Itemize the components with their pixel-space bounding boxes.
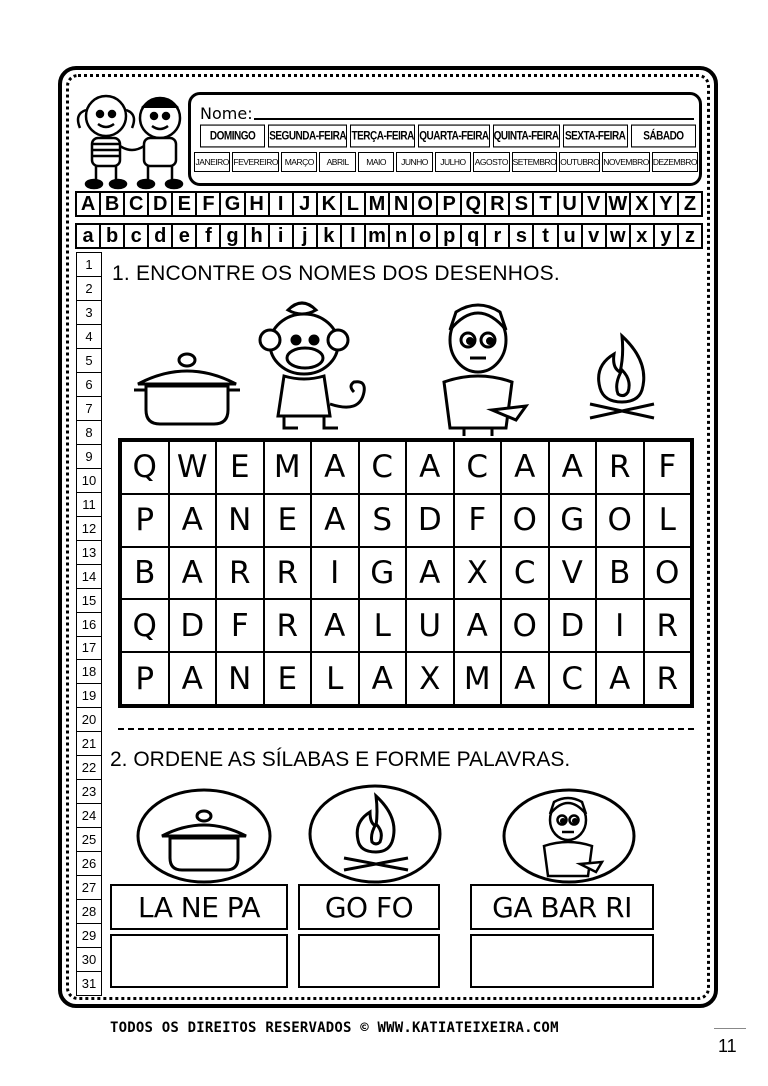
uppercase-letter: U <box>559 193 583 215</box>
line-number: 5 <box>77 349 101 373</box>
page-number-rule <box>714 1028 746 1029</box>
line-number: 16 <box>77 613 101 637</box>
syllables-box-2: GO FO <box>298 884 440 930</box>
grid-cell[interactable]: R <box>264 599 312 652</box>
grid-cell[interactable]: O <box>644 547 692 600</box>
lowercase-letter: s <box>510 225 534 247</box>
uppercase-letter: Y <box>655 193 679 215</box>
answer-box-1[interactable] <box>110 934 288 988</box>
grid-cell[interactable]: M <box>454 652 502 705</box>
line-number: 9 <box>77 445 101 469</box>
line-number: 11 <box>77 493 101 517</box>
month: SETEMBRO <box>512 152 558 172</box>
lowercase-letter: b <box>101 225 125 247</box>
grid-cell[interactable]: R <box>264 547 312 600</box>
uppercase-letter: E <box>173 193 197 215</box>
line-number: 28 <box>77 900 101 924</box>
answer-box-2[interactable] <box>298 934 440 988</box>
grid-cell[interactable]: W <box>169 441 217 494</box>
month: ABRIL <box>319 152 355 172</box>
lowercase-letter: r <box>486 225 510 247</box>
lowercase-letter: f <box>197 225 221 247</box>
grid-cell[interactable]: L <box>359 599 407 652</box>
uppercase-letter: G <box>221 193 245 215</box>
line-number: 3 <box>77 301 101 325</box>
uppercase-letter: H <box>246 193 270 215</box>
month: DEZEMBRO <box>652 152 698 172</box>
line-number: 6 <box>77 373 101 397</box>
lowercase-letter: j <box>294 225 318 247</box>
fire-icon <box>580 330 664 428</box>
uppercase-letter: C <box>125 193 149 215</box>
grid-cell[interactable]: E <box>264 494 312 547</box>
boy-icon <box>502 788 636 884</box>
line-number: 4 <box>77 325 101 349</box>
month: JUNHO <box>396 152 432 172</box>
answer-box-3[interactable] <box>470 934 654 988</box>
lowercase-letter: c <box>125 225 149 247</box>
grid-cell[interactable]: B <box>596 547 644 600</box>
grid-cell[interactable]: A <box>169 547 217 600</box>
grid-cell[interactable]: A <box>406 547 454 600</box>
grid-cell[interactable]: Q <box>121 599 169 652</box>
grid-cell[interactable]: C <box>359 441 407 494</box>
grid-cell[interactable]: D <box>169 599 217 652</box>
uppercase-letter: N <box>390 193 414 215</box>
lowercase-letter: h <box>246 225 270 247</box>
grid-cell[interactable]: B <box>121 547 169 600</box>
lowercase-letter: d <box>149 225 173 247</box>
grid-cell[interactable]: R <box>644 652 692 705</box>
month: FEVEREIRO <box>232 152 279 172</box>
grid-cell[interactable]: A <box>311 494 359 547</box>
line-number: 7 <box>77 397 101 421</box>
weekday: QUINTA-FEIRA <box>493 125 560 148</box>
uppercase-letter: R <box>486 193 510 215</box>
grid-cell[interactable]: A <box>549 441 597 494</box>
uppercase-letter: D <box>149 193 173 215</box>
line-number: 17 <box>77 637 101 661</box>
uppercase-letter: L <box>342 193 366 215</box>
month: JANEIRO <box>194 152 230 172</box>
lowercase-letter: n <box>390 225 414 247</box>
grid-cell[interactable]: O <box>501 599 549 652</box>
lowercase-letter: p <box>438 225 462 247</box>
pot-icon <box>132 346 242 428</box>
line-number: 27 <box>77 876 101 900</box>
weekday: SEGUNDA-FEIRA <box>268 125 347 148</box>
grid-cell[interactable]: P <box>121 494 169 547</box>
uppercase-letter: I <box>270 193 294 215</box>
kids-illustration-icon <box>64 88 198 190</box>
grid-cell[interactable]: R <box>216 547 264 600</box>
month: JULHO <box>435 152 471 172</box>
section-divider <box>118 728 694 730</box>
line-number: 24 <box>77 804 101 828</box>
grid-cell[interactable]: F <box>644 441 692 494</box>
grid-cell[interactable]: C <box>454 441 502 494</box>
grid-cell[interactable]: D <box>406 494 454 547</box>
grid-cell[interactable]: A <box>359 652 407 705</box>
line-number: 14 <box>77 565 101 589</box>
lowercase-letter: u <box>559 225 583 247</box>
lowercase-letter: g <box>221 225 245 247</box>
pot-icon <box>136 788 272 884</box>
page-number: 11 <box>718 1036 737 1056</box>
grid-cell[interactable]: P <box>121 652 169 705</box>
grid-cell[interactable]: I <box>311 547 359 600</box>
lowercase-letter: x <box>631 225 655 247</box>
grid-cell[interactable]: F <box>454 494 502 547</box>
grid-cell[interactable]: X <box>454 547 502 600</box>
grid-cell[interactable]: O <box>596 494 644 547</box>
weekday: TERÇA-FEIRA <box>350 125 415 148</box>
uppercase-letter: W <box>607 193 631 215</box>
exercise-2-title: 2. ORDENE AS SÍLABAS E FORME PALAVRAS. <box>110 748 571 771</box>
lowercase-letter: e <box>173 225 197 247</box>
copyright-footer: TODOS OS DIREITOS RESERVADOS © WWW.KATIATEIXEIRA.COM <box>110 1020 559 1036</box>
lowercase-letter: a <box>77 225 101 247</box>
fire-icon <box>308 784 442 884</box>
lowercase-letter: k <box>318 225 342 247</box>
line-number: 20 <box>77 708 101 732</box>
grid-cell[interactable]: V <box>549 547 597 600</box>
grid-cell[interactable]: A <box>454 599 502 652</box>
grid-cell[interactable]: R <box>596 441 644 494</box>
uppercase-letter: F <box>197 193 221 215</box>
grid-cell[interactable]: E <box>216 441 264 494</box>
grid-cell[interactable]: U <box>406 599 454 652</box>
line-number: 19 <box>77 684 101 708</box>
grid-cell[interactable]: A <box>501 441 549 494</box>
uppercase-letter: X <box>631 193 655 215</box>
line-number: 30 <box>77 948 101 972</box>
lowercase-letter: t <box>534 225 558 247</box>
line-number: 15 <box>77 589 101 613</box>
line-number: 13 <box>77 541 101 565</box>
month: OUTUBRO <box>559 152 600 172</box>
line-number: 21 <box>77 732 101 756</box>
month-row <box>194 152 698 172</box>
grid-cell[interactable]: R <box>644 599 692 652</box>
lowercase-letter: i <box>270 225 294 247</box>
grid-cell[interactable]: Q <box>121 441 169 494</box>
uppercase-letter: B <box>101 193 125 215</box>
lowercase-letter: y <box>655 225 679 247</box>
line-number: 10 <box>77 469 101 493</box>
grid-cell[interactable]: E <box>264 652 312 705</box>
grid-cell[interactable]: I <box>596 599 644 652</box>
grid-cell[interactable]: N <box>216 652 264 705</box>
uppercase-letter: O <box>414 193 438 215</box>
grid-cell[interactable]: G <box>549 494 597 547</box>
grid-cell[interactable]: X <box>406 652 454 705</box>
uppercase-letter: Z <box>683 192 697 215</box>
grid-cell[interactable]: A <box>406 441 454 494</box>
lowercase-letter: q <box>462 225 486 247</box>
line-number: 12 <box>77 517 101 541</box>
syllables-box-3: GA BAR RI <box>470 884 654 930</box>
grid-cell[interactable]: A <box>311 599 359 652</box>
grid-cell[interactable]: D <box>549 599 597 652</box>
line-number: 29 <box>77 924 101 948</box>
uppercase-letter: V <box>583 193 607 215</box>
weekday: SÁBADO <box>631 125 696 148</box>
line-number: 22 <box>77 756 101 780</box>
lowercase-letter: w <box>607 225 631 247</box>
grid-cell[interactable]: L <box>311 652 359 705</box>
uppercase-letter: A <box>77 193 101 215</box>
weekday-row <box>200 126 696 146</box>
line-number: 18 <box>77 660 101 684</box>
syllables-box-1: LA NE PA <box>110 884 288 930</box>
line-number: 26 <box>77 852 101 876</box>
line-number: 2 <box>77 277 101 301</box>
month: MAIO <box>358 152 394 172</box>
uppercase-letter: S <box>510 193 534 215</box>
grid-cell[interactable]: A <box>596 652 644 705</box>
name-field[interactable] <box>254 118 694 120</box>
line-number: 23 <box>77 780 101 804</box>
uppercase-letter: P <box>438 193 462 215</box>
exercise-1-title: 1. ENCONTRE OS NOMES DOS DESENHOS. <box>112 262 560 285</box>
uppercase-alphabet-row <box>75 191 703 217</box>
month: AGOSTO <box>473 152 509 172</box>
line-number: 31 <box>81 976 97 992</box>
grid-cell[interactable]: A <box>311 441 359 494</box>
line-number: 1 <box>77 253 101 277</box>
lowercase-letter: o <box>414 225 438 247</box>
lowercase-letter: m <box>366 225 390 247</box>
weekday: DOMINGO <box>200 125 265 148</box>
grid-cell[interactable]: L <box>644 494 692 547</box>
lowercase-alphabet-row <box>75 223 703 249</box>
grid-cell[interactable]: C <box>549 652 597 705</box>
boy-icon <box>428 300 536 438</box>
weekday: QUARTA-FEIRA <box>418 125 489 148</box>
line-number: 25 <box>77 828 101 852</box>
lowercase-letter: z <box>684 224 695 247</box>
line-number-column <box>76 252 102 996</box>
name-label: Nome: <box>200 104 253 123</box>
uppercase-letter: J <box>294 193 318 215</box>
grid-cell[interactable]: A <box>169 494 217 547</box>
month: NOVEMBRO <box>602 152 650 172</box>
grid-cell[interactable]: G <box>359 547 407 600</box>
month: MARÇO <box>281 152 317 172</box>
uppercase-letter: Q <box>462 193 486 215</box>
word-search-grid <box>118 438 694 708</box>
grid-cell[interactable]: F <box>216 599 264 652</box>
grid-cell[interactable]: O <box>501 494 549 547</box>
grid-cell[interactable]: M <box>264 441 312 494</box>
lowercase-letter: l <box>342 225 366 247</box>
grid-cell[interactable]: A <box>501 652 549 705</box>
lowercase-letter: v <box>583 225 607 247</box>
uppercase-letter: T <box>534 193 558 215</box>
line-number: 8 <box>77 421 101 445</box>
grid-cell[interactable]: N <box>216 494 264 547</box>
monkey-icon <box>254 300 378 438</box>
uppercase-letter: K <box>318 193 342 215</box>
grid-cell[interactable]: A <box>169 652 217 705</box>
uppercase-letter: M <box>366 193 390 215</box>
grid-cell[interactable]: C <box>501 547 549 600</box>
weekday: SEXTA-FEIRA <box>563 125 628 148</box>
grid-cell[interactable]: S <box>359 494 407 547</box>
